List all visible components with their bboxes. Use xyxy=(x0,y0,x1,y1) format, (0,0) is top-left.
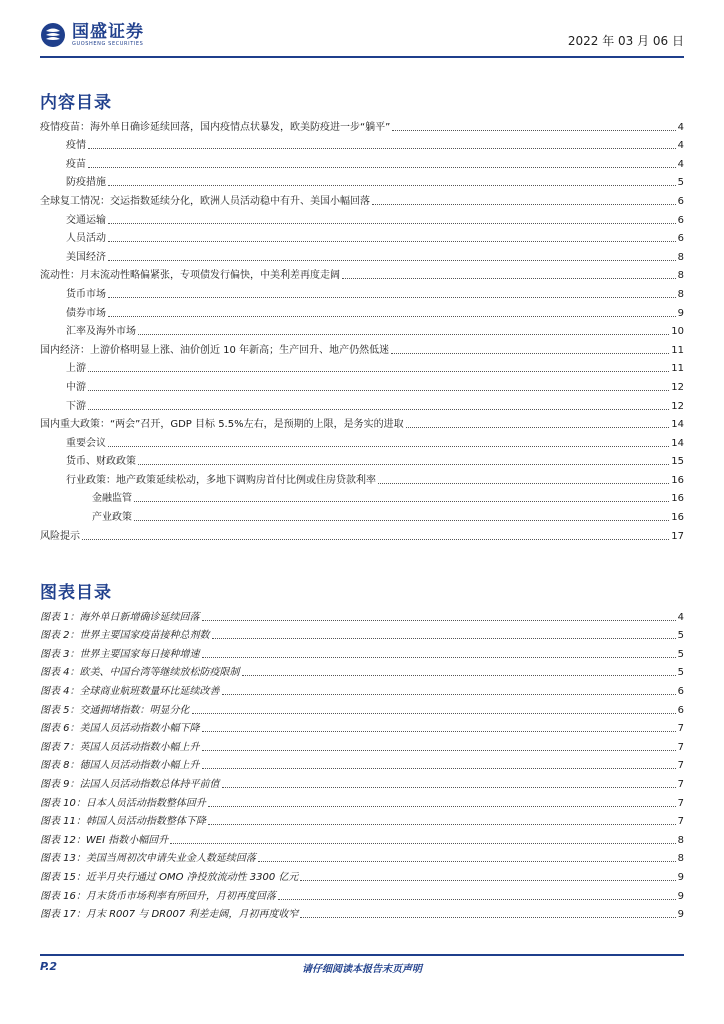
entry-page-number: 6 xyxy=(677,233,684,245)
entry-title: 债券市场 xyxy=(66,307,106,319)
entry-page-number: 11 xyxy=(671,344,684,356)
entry-title: 图表 12：WEI 指数小幅回升 xyxy=(40,834,169,846)
entry-title: 图表 13：美国当周初次申请失业金人数延续回落 xyxy=(40,853,256,865)
entry-page-number: 9 xyxy=(677,890,684,902)
dot-leader xyxy=(202,768,676,769)
entry-page-number: 12 xyxy=(671,381,684,393)
entry-page-number: 9 xyxy=(677,307,684,319)
entry-title: 国内重大政策：“两会”召开，GDP 目标 5.5%左右，是预期的上限，是务实的进取 xyxy=(40,419,404,431)
dot-leader xyxy=(134,501,669,502)
entry-page-number: 16 xyxy=(671,474,684,486)
entry-page-number: 9 xyxy=(677,909,684,921)
figures-title: 图表目录 xyxy=(40,583,112,603)
entry-title: 交通运输 xyxy=(66,214,106,226)
entry-page-number: 6 xyxy=(677,214,684,226)
entry-page-number: 6 xyxy=(677,704,684,716)
dot-leader xyxy=(134,520,669,521)
entry-title: 上游 xyxy=(66,363,86,375)
figure-entry[interactable] xyxy=(40,718,684,737)
entry-page-number: 8 xyxy=(677,270,684,282)
page-number: P.2 xyxy=(40,960,58,973)
dot-leader xyxy=(88,148,676,149)
entry-page-number: 5 xyxy=(677,177,684,189)
entry-title: 流动性：月末流动性略偏紧张，专项债发行偏快，中美利差再度走阔 xyxy=(40,270,340,282)
dot-leader xyxy=(108,241,676,242)
dot-leader xyxy=(372,204,676,205)
toc-entry[interactable] xyxy=(40,321,684,340)
entry-page-number: 7 xyxy=(677,760,684,772)
entry-title: 图表 3：世界主要国家每日接种增速 xyxy=(40,648,200,660)
entry-title: 下游 xyxy=(66,400,86,412)
toc-entry[interactable] xyxy=(40,339,684,358)
figure-entry[interactable] xyxy=(40,848,684,867)
entry-page-number: 7 xyxy=(677,816,684,828)
entry-title: 图表 16：月末货币市场利率有所回升，月初再度回落 xyxy=(40,890,276,902)
entry-page-number: 11 xyxy=(671,363,684,375)
toc-entry[interactable] xyxy=(40,488,684,507)
entry-title: 产业政策 xyxy=(92,512,132,524)
entry-page-number: 8 xyxy=(677,288,684,300)
toc-entry[interactable] xyxy=(40,265,684,284)
dot-leader xyxy=(88,371,669,372)
entry-page-number: 7 xyxy=(677,723,684,735)
entry-page-number: 16 xyxy=(671,493,684,505)
figure-entry[interactable] xyxy=(40,792,684,811)
toc-entry[interactable] xyxy=(40,302,684,321)
footer-disclaimer-note: 请仔细阅读本报告末页声明 xyxy=(302,964,422,975)
toc-entry[interactable] xyxy=(40,116,684,135)
dot-leader xyxy=(242,675,676,676)
dot-leader xyxy=(88,167,676,168)
dot-leader xyxy=(88,409,669,410)
toc-entry[interactable] xyxy=(40,228,684,247)
entry-page-number: 10 xyxy=(671,326,684,338)
dot-leader xyxy=(278,899,676,900)
dot-leader xyxy=(300,880,675,881)
entry-title: 风险提示 xyxy=(40,530,80,542)
toc-entry[interactable] xyxy=(40,283,684,302)
dot-leader xyxy=(138,334,669,335)
figure-entry[interactable] xyxy=(40,829,684,848)
entry-title: 人员活动 xyxy=(66,233,106,245)
header-divider xyxy=(40,56,684,58)
entry-page-number: 4 xyxy=(677,140,684,152)
toc-entry[interactable] xyxy=(40,246,684,265)
entry-title: 行业政策：地产政策延续松动，多地下调购房首付比例或住房贷款利率 xyxy=(66,474,376,486)
dot-leader xyxy=(342,278,676,279)
dot-leader xyxy=(108,260,676,261)
entry-title: 图表 7：英国人员活动指数小幅上升 xyxy=(40,741,200,753)
entry-title: 图表 4：欧美、中国台湾等继续放松防疫限制 xyxy=(40,667,240,679)
figure-entry[interactable] xyxy=(40,680,684,699)
entry-page-number: 5 xyxy=(677,648,684,660)
entry-title: 疫情疫苗：海外单日确诊延续回落，国内疫情点状暴发，欧美防疫进一步“躺平” xyxy=(40,121,391,133)
toc-entry[interactable] xyxy=(40,432,684,451)
toc-entry[interactable] xyxy=(40,469,684,488)
dot-leader xyxy=(378,483,669,484)
figure-entry[interactable] xyxy=(40,625,684,644)
dot-leader xyxy=(202,750,676,751)
figure-entry[interactable] xyxy=(40,866,684,885)
entry-page-number: 6 xyxy=(677,685,684,697)
entry-page-number: 14 xyxy=(671,419,684,431)
entry-page-number: 16 xyxy=(671,512,684,524)
entry-page-number: 12 xyxy=(671,400,684,412)
dot-leader xyxy=(202,657,676,658)
dot-leader xyxy=(82,539,669,540)
entry-page-number: 17 xyxy=(671,530,684,542)
entry-title: 图表 9：法国人员活动指数总体持平前值 xyxy=(40,778,220,790)
dot-leader xyxy=(258,861,676,862)
entry-page-number: 14 xyxy=(671,437,684,449)
dot-leader xyxy=(202,731,676,732)
entry-title: 汇率及海外市场 xyxy=(66,326,136,338)
dot-leader xyxy=(222,694,676,695)
logo-chinese-name: 国盛证券 xyxy=(72,21,144,42)
toc-title: 内容目录 xyxy=(40,93,112,113)
figure-entry[interactable] xyxy=(40,662,684,681)
dot-leader xyxy=(88,390,669,391)
toc-entry[interactable] xyxy=(40,525,684,544)
entry-title: 图表 10：日本人员活动指数整体回升 xyxy=(40,797,206,809)
entry-title: 重要会议 xyxy=(66,437,106,449)
guosheng-logo-icon xyxy=(40,22,66,48)
entry-page-number: 7 xyxy=(677,741,684,753)
entry-page-number: 5 xyxy=(677,667,684,679)
entry-page-number: 4 xyxy=(677,158,684,170)
entry-page-number: 8 xyxy=(677,251,684,263)
entry-page-number: 8 xyxy=(677,853,684,865)
entry-page-number: 4 xyxy=(677,121,684,133)
entry-title: 美国经济 xyxy=(66,251,106,263)
figure-entry[interactable] xyxy=(40,736,684,755)
figure-entry[interactable] xyxy=(40,606,684,625)
entry-page-number: 15 xyxy=(671,456,684,468)
dot-leader xyxy=(108,446,669,447)
toc-entry[interactable] xyxy=(40,451,684,470)
entry-page-number: 6 xyxy=(677,195,684,207)
entry-title: 图表 4：全球商业航班数量环比延续改善 xyxy=(40,685,220,697)
figure-entry[interactable] xyxy=(40,643,684,662)
dot-leader xyxy=(108,185,676,186)
entry-title: 图表 2：世界主要国家疫苗接种总剂数 xyxy=(40,630,210,642)
figure-entry[interactable] xyxy=(40,904,684,923)
toc-entry[interactable] xyxy=(40,135,684,154)
figures-list xyxy=(40,606,684,922)
dot-leader xyxy=(108,316,676,317)
report-date: 2022 年 03 月 06 日 xyxy=(567,34,684,48)
figure-entry[interactable] xyxy=(40,885,684,904)
toc-entry[interactable] xyxy=(40,153,684,172)
entry-page-number: 7 xyxy=(677,797,684,809)
toc-entry[interactable] xyxy=(40,376,684,395)
dot-leader xyxy=(300,917,675,918)
entry-title: 图表 1：海外单日新增确诊延续回落 xyxy=(40,611,200,623)
dot-leader xyxy=(392,130,675,131)
entry-title: 货币市场 xyxy=(66,288,106,300)
figure-entry[interactable] xyxy=(40,699,684,718)
dot-leader xyxy=(212,638,676,639)
dot-leader xyxy=(202,620,676,621)
entry-page-number: 7 xyxy=(677,778,684,790)
dot-leader xyxy=(406,427,670,428)
page-header xyxy=(40,20,684,50)
toc-list xyxy=(40,116,684,544)
toc-entry[interactable] xyxy=(40,414,684,433)
toc-entry[interactable] xyxy=(40,506,684,525)
entry-title: 国内经济：上游价格明显上涨、油价创近 10 年新高；生产回升、地产仍然低迷 xyxy=(40,344,390,356)
entry-title: 货币、财政政策 xyxy=(66,456,136,468)
dot-leader xyxy=(391,353,669,354)
entry-title: 图表 6：美国人员活动指数小幅下降 xyxy=(40,723,200,735)
entry-title: 图表 17：月末 R007 与 DR007 利差走阔，月初再度收窄 xyxy=(40,909,299,921)
dot-leader xyxy=(138,464,669,465)
entry-page-number: 4 xyxy=(677,611,684,623)
entry-title: 图表 8：德国人员活动指数小幅上升 xyxy=(40,760,200,772)
entry-title: 中游 xyxy=(66,381,86,393)
entry-page-number: 5 xyxy=(677,630,684,642)
entry-page-number: 9 xyxy=(677,871,684,883)
toc-entry[interactable] xyxy=(40,395,684,414)
dot-leader xyxy=(108,297,676,298)
figure-entry[interactable] xyxy=(40,773,684,792)
entry-title: 图表 5：交通拥堵指数：明显分化 xyxy=(40,704,190,716)
toc-entry[interactable] xyxy=(40,209,684,228)
company-logo xyxy=(40,20,144,50)
dot-leader xyxy=(208,824,676,825)
dot-leader xyxy=(192,713,676,714)
toc-entry[interactable] xyxy=(40,190,684,209)
dot-leader xyxy=(170,843,675,844)
dot-leader xyxy=(222,787,676,788)
entry-page-number: 8 xyxy=(677,834,684,846)
entry-title: 防疫措施 xyxy=(66,177,106,189)
figure-entry[interactable] xyxy=(40,811,684,830)
dot-leader xyxy=(208,806,676,807)
toc-entry[interactable] xyxy=(40,358,684,377)
entry-title: 图表 15：近半月央行通过 OMO 净投放流动性 3300 亿元 xyxy=(40,871,299,883)
toc-entry[interactable] xyxy=(40,172,684,191)
entry-title: 全球复工情况：交运指数延续分化，欧洲人员活动稳中有升、美国小幅回落 xyxy=(40,195,370,207)
figure-entry[interactable] xyxy=(40,755,684,774)
entry-title: 疫情 xyxy=(66,140,86,152)
entry-title: 金融监管 xyxy=(92,493,132,505)
footer-divider xyxy=(40,954,684,956)
entry-title: 疫苗 xyxy=(66,158,86,170)
entry-title: 图表 11：韩国人员活动指数整体下降 xyxy=(40,816,206,828)
logo-english-name: GUOSHENG SECURITIES xyxy=(72,40,144,47)
dot-leader xyxy=(108,223,676,224)
